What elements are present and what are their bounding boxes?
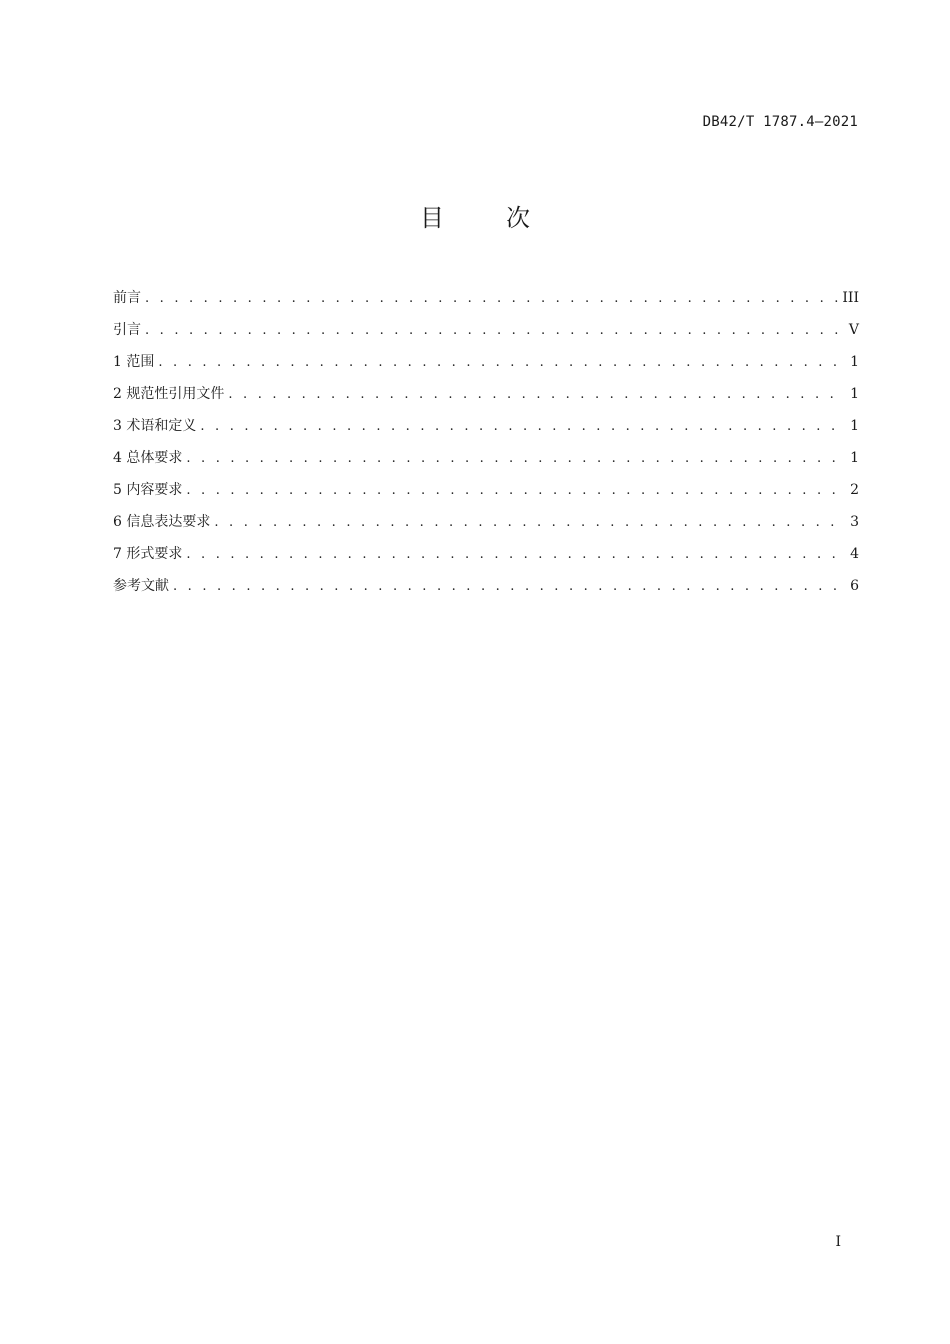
toc-entry-label: 引言	[113, 322, 141, 338]
toc-leader-dots	[158, 351, 845, 375]
toc-entry-normative-references[interactable]	[113, 382, 859, 414]
toc-leader-dots	[186, 543, 845, 567]
toc-entry-page: 1	[850, 354, 859, 370]
page-title	[0, 198, 950, 233]
toc-leader-dots	[214, 511, 845, 535]
toc-entry-content-requirements[interactable]	[113, 478, 859, 510]
toc-entry-bibliography[interactable]	[113, 574, 859, 606]
toc-leader-dots	[228, 383, 845, 407]
toc-leader-dots	[145, 287, 838, 311]
toc-entry-general-requirements[interactable]	[113, 446, 859, 478]
toc-entry-scope[interactable]	[113, 350, 859, 382]
toc-leader-dots	[173, 575, 845, 599]
page-number: I	[835, 1234, 841, 1250]
toc-entry-label: 6 信息表达要求	[113, 514, 211, 530]
toc-entry-information-expression[interactable]	[113, 510, 859, 542]
toc-leader-dots	[200, 415, 845, 439]
page-title-char-2: 次	[506, 204, 530, 232]
toc-entry-page: 4	[850, 546, 859, 562]
toc-entry-label: 5 内容要求	[113, 482, 183, 498]
toc-entry-terms-definitions[interactable]	[113, 414, 859, 446]
table-of-contents	[113, 286, 859, 606]
document-code: DB42/T 1787.4—2021	[702, 114, 858, 130]
page-title-char-1: 目	[420, 204, 444, 232]
toc-entry-page: 3	[850, 514, 859, 530]
toc-entry-label: 1 范围	[113, 354, 155, 370]
toc-entry-page: 1	[850, 450, 859, 466]
toc-leader-dots	[145, 319, 845, 343]
toc-entry-introduction[interactable]	[113, 318, 859, 350]
toc-entry-label: 4 总体要求	[113, 450, 183, 466]
toc-entry-page: III	[842, 290, 859, 306]
toc-entry-format-requirements[interactable]	[113, 542, 859, 574]
toc-entry-page: V	[848, 322, 859, 338]
toc-entry-foreword[interactable]	[113, 286, 859, 318]
toc-entry-page: 6	[850, 578, 859, 594]
toc-entry-page: 1	[850, 418, 859, 434]
toc-entry-page: 1	[850, 386, 859, 402]
toc-entry-page: 2	[850, 482, 859, 498]
toc-entry-label: 3 术语和定义	[113, 418, 197, 434]
toc-entry-label: 前言	[113, 290, 141, 306]
toc-leader-dots	[186, 447, 845, 471]
toc-entry-label: 2 规范性引用文件	[113, 386, 225, 402]
toc-leader-dots	[186, 479, 845, 503]
toc-entry-label: 7 形式要求	[113, 546, 183, 562]
toc-entry-label: 参考文献	[113, 578, 169, 594]
